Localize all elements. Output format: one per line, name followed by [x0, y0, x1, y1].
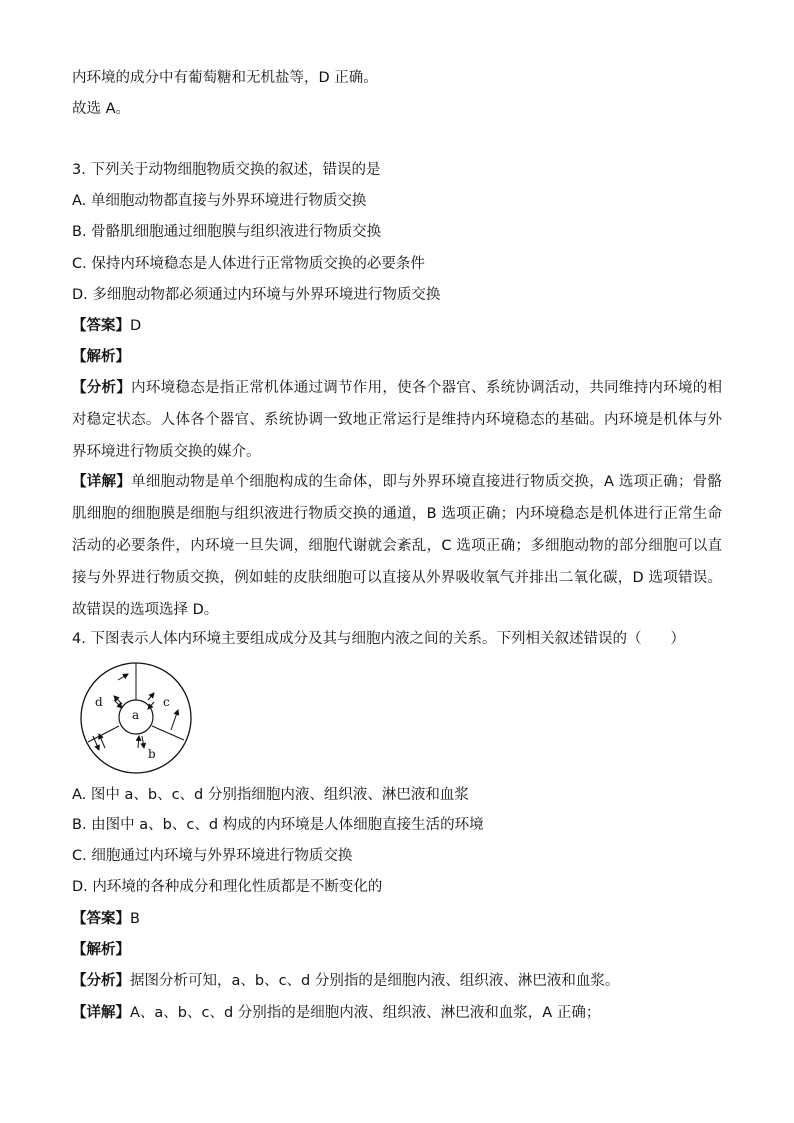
q3-xiangjie-label: 【详解】 [72, 474, 132, 490]
label-c: c [163, 695, 170, 709]
q3-fenxi-label: 【分析】 [72, 380, 132, 396]
q3-option-b: B. 骨骼肌细胞通过细胞膜与组织液进行物质交换 [72, 224, 382, 240]
q3-answer [72, 316, 141, 336]
label-a: a [132, 708, 140, 722]
q4-xiangjie-text: A、a、b、c、d 分别指的是细胞内液、组织液、淋巴液和血浆，A 正确； [130, 1005, 601, 1021]
q4-stem: 4. 下图表示人体内环境主要组成成分及其与细胞内液之间的关系。下列相关叙述错误的（ ） [72, 631, 685, 647]
q4-xiangjie [72, 1003, 600, 1023]
q3-analysis-tag: 【解析】 [72, 349, 130, 365]
q4-analysis-label [72, 940, 130, 960]
q4-option-a: A. 图中 a、b、c、d 分别指细胞内液、组织液、淋巴液和血浆 [72, 787, 469, 803]
q3-option-c: C. 保持内环境稳态是人体进行正常物质交换的必要条件 [72, 256, 425, 272]
q4-analysis-tag: 【解析】 [72, 942, 130, 958]
q4-option-d: D. 内环境的各种成分和理化性质都是不断变化的 [72, 879, 383, 895]
q4-option-c: C. 细胞通过内环境与外界环境进行物质交换 [72, 848, 353, 864]
q3-stem: 3. 下列关于动物细胞物质交换的叙述，错误的是 [72, 162, 381, 178]
q4-fenxi [72, 971, 619, 991]
q3-option-d: D. 多细胞动物都必须通过内环境与外界环境进行物质交换 [72, 287, 441, 303]
q4-option-b: B. 由图中 a、b、c、d 构成的内环境是人体细胞直接生活的环境 [72, 817, 484, 833]
label-b: b [148, 747, 156, 761]
q4-fenxi-text: 据图分析可知，a、b、c、d 分别指的是细胞内液、组织液、淋巴液和血浆。 [130, 973, 620, 989]
q4-answer-label: 【答案】 [72, 911, 130, 927]
body-fluid-diagram [78, 660, 194, 776]
q4-answer-value: B [130, 911, 140, 927]
q4-xiangjie-label: 【详解】 [72, 1005, 130, 1021]
q4-fenxi-label: 【分析】 [72, 973, 130, 989]
q3-xiangjie [72, 466, 722, 626]
q4-answer [72, 909, 140, 929]
q3-xiangjie-text: 单细胞动物是单个细胞构成的生命体，即与外界环境直接进行物质交换，A 选项正确；骨骼肌细胞的细胞膜是细胞与组织液进行物质交换的通道，B 选项正确；内环境稳态是机体进行正常生命活动的必要条件，内环境一旦失调，细胞代谢就会紊乱，C 选项正确；多细胞动物的部分细胞可以直接与外界进行物质交换，例如蛙的皮肤细胞可以直接从外界吸收氧气并排出二氧化碳，D 选项错误。故错误的选项选择 D。 [72, 474, 723, 618]
intro-line-2: 故选 A。 [72, 101, 131, 117]
q3-answer-value: D [130, 318, 142, 334]
label-d: d [95, 695, 103, 709]
q3-fenxi-text: 内环境稳态是指正常机体通过调节作用，使各个器官、系统协调活动，共同维持内环境的相对稳定状态。人体各个器官、系统协调一致地正常运行是维持内环境稳态的基础。内环境是机体与外界环境进行物质交换的媒介。 [72, 380, 723, 460]
q3-option-a: A. 单细胞动物都直接与外界环境进行物质交换 [72, 193, 367, 209]
q3-analysis-label [72, 347, 130, 367]
q3-answer-label: 【答案】 [72, 318, 130, 334]
intro-line-1: 内环境的成分中有葡萄糖和无机盐等，D 正确。 [72, 70, 378, 86]
q3-fenxi [72, 372, 722, 468]
